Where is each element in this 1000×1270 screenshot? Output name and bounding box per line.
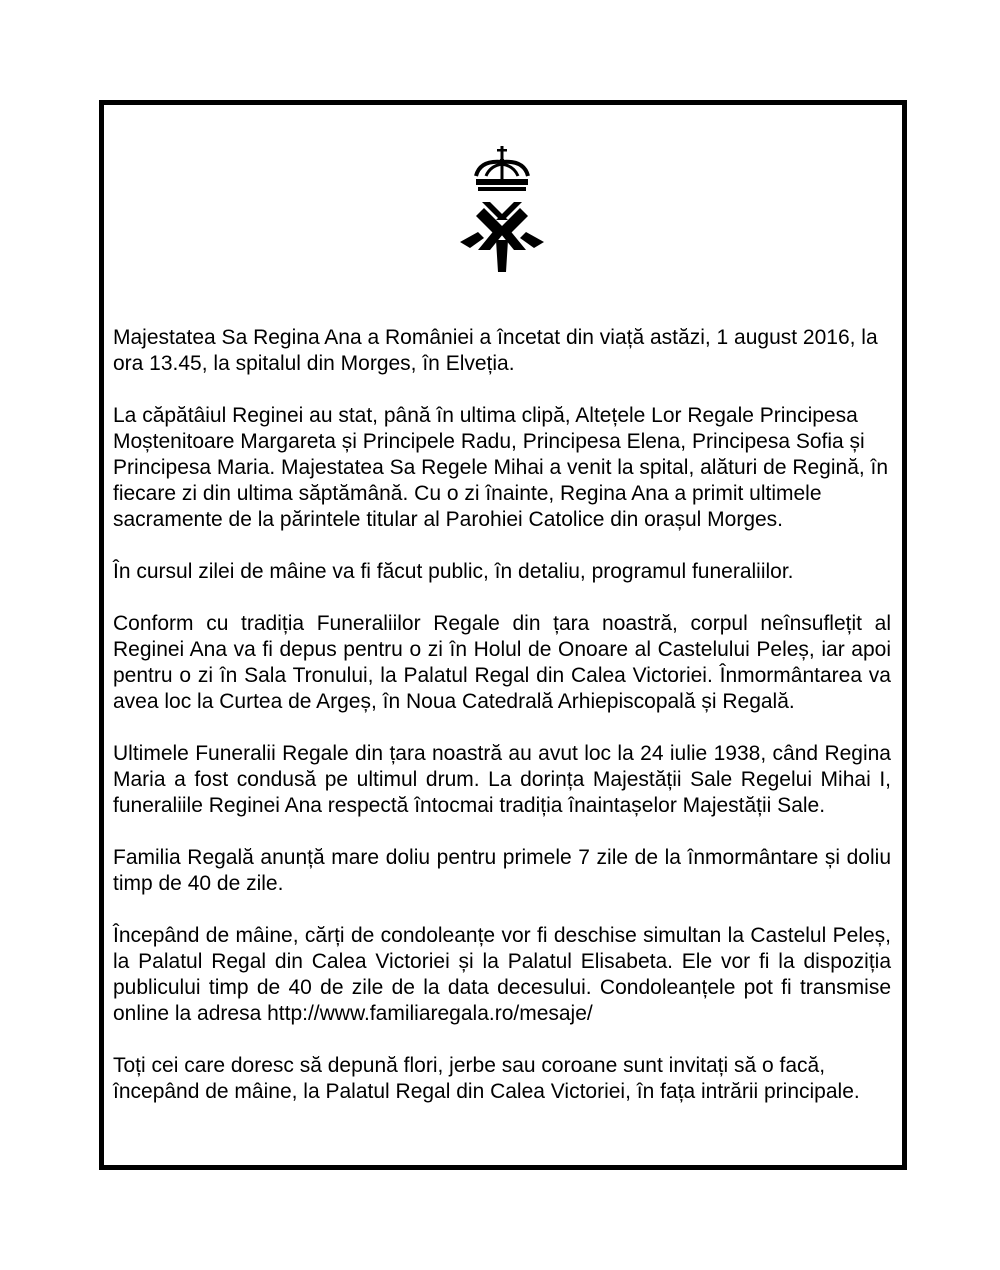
paragraph-death-notice: Majestatea Sa Regina Ana a României a încetat din viață astăzi, 1 august 2016, la ora 13.45, la spitalul din Morges, în Elveția. (113, 326, 878, 375)
paragraph-family-present: La căpătâiul Reginei au stat, până în ultima clipă, Altețele Lor Regale Principesa Moștenitoare Margareta și Principele Radu, Principesa Elena, Principesa Sofia și Principesa Maria. Majestatea Sa Regele Mihai a venit la spital, alături de Regină, în fiecare zi din ultima săptămână. Cu o zi înainte, Regina Ana a primit ultimele sacramente de la părintele titular al Parohiei Catolice din orașul Morges. (113, 404, 889, 531)
paragraph-funeral-tradition: Conform cu tradiția Funeraliilor Regale din țara noastră, corpul neînsuflețit al Reginei Ana va fi depus pentru o zi în Holul de Onoare al Castelului Peleș, iar apoi pentru o zi în Sala Tronului, la Palatul Regal din Calea Victoriei. Înmormântarea va avea loc la Curtea de Argeș, în Noua Catedrală Arhiepiscopală și Regală. (113, 612, 891, 713)
paragraph-last-funeral: Ultimele Funeralii Regale din țara noastră au avut loc la 24 iulie 1938, când Regina Maria a fost condusă pe ultimul drum. La dorința Majestății Sale Regelui Mihai I, funeraliile Reginei Ana respectă întocmai tradiția înaintașelor Majestății Sale. (113, 742, 891, 817)
paragraph-condolence-books: Începând de mâine, cărți de condoleanțe vor fi deschise simultan la Castelul Peleș, la Palatul Regal din Calea Victoriei și la Palatul Elisabeta. Ele vor fi la dispoziția publicului timp de 40 de zile de la data decesului. Condoleanțele pot fi transmise online la adresa http://www.familiaregala.ro/mesaje/ (113, 924, 891, 1025)
royal-crown-monogram-icon (456, 146, 548, 274)
paragraph-program-notice: În cursul zilei de mâine va fi făcut public, în detaliu, programul funeraliilor. (113, 560, 794, 583)
paragraph-mourning: Familia Regală anunță mare doliu pentru primele 7 zile de la înmormântare și doliu timp de 40 de zile. (113, 846, 891, 895)
paragraph-flowers: Toți cei care doresc să depună flori, jerbe sau coroane sunt invitați să o facă, începând de mâine, la Palatul Regal din Calea Victoriei, în fața intrării principale. (113, 1054, 860, 1103)
announcement-text (113, 325, 891, 1105)
